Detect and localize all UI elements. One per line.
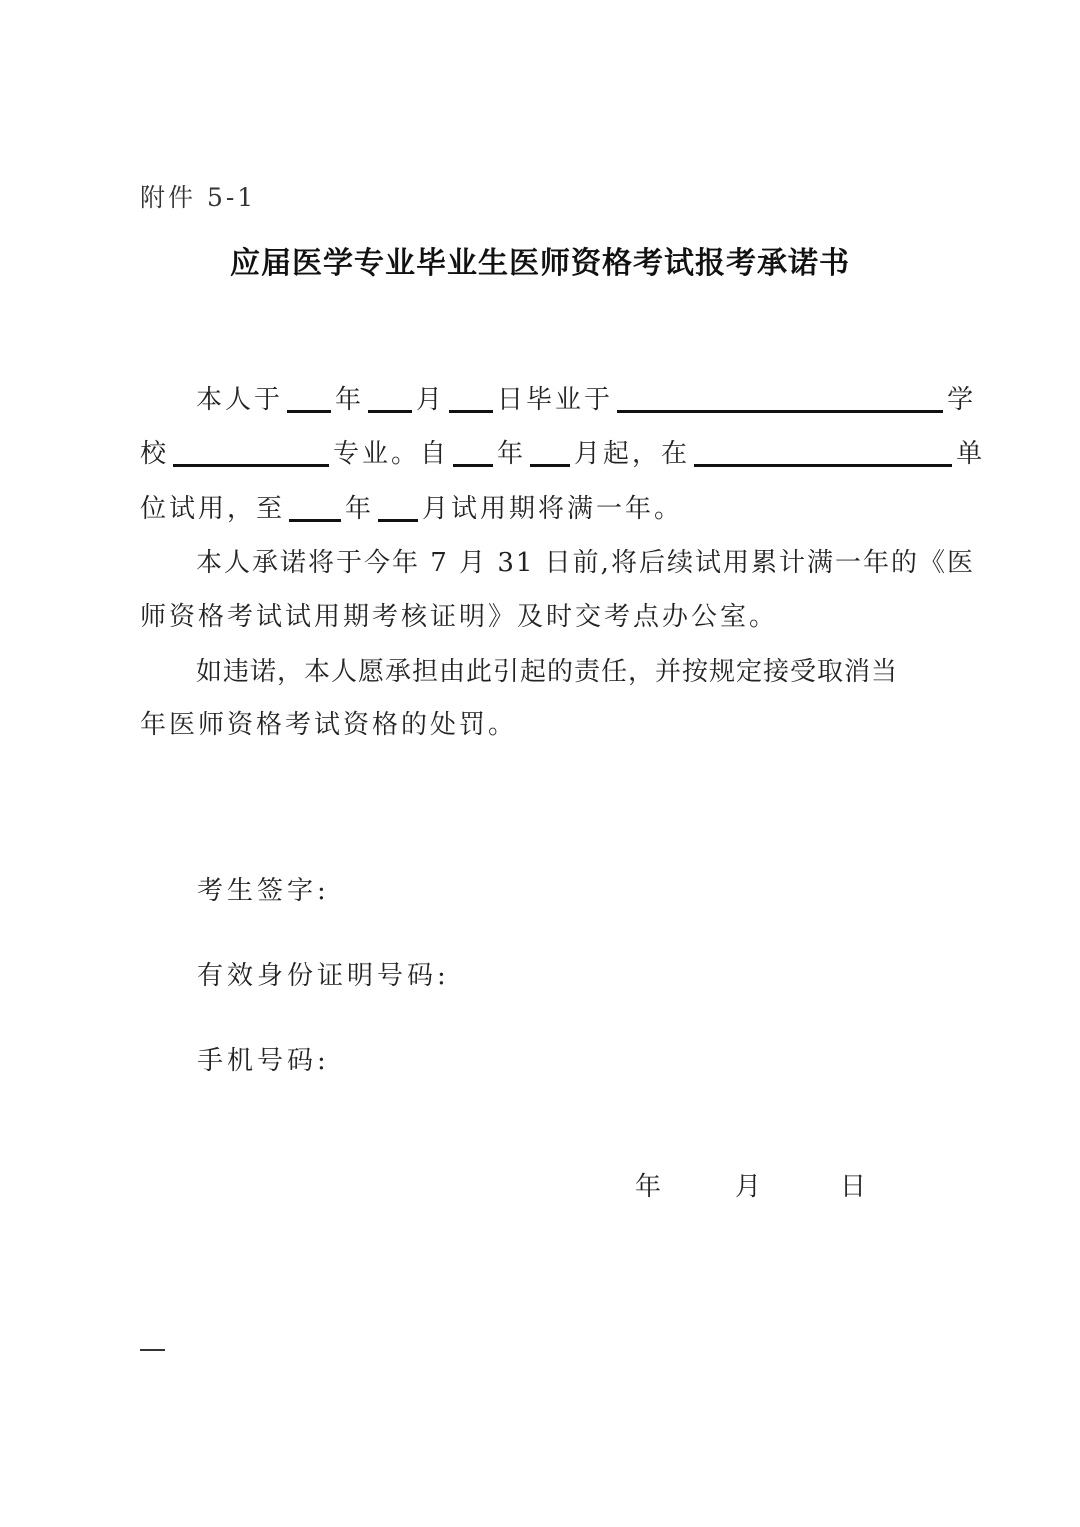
text-unit-trial-until: 位试用，至 [140, 494, 286, 524]
trial-start-year-blank[interactable] [453, 440, 493, 467]
paragraph-1-line-3 [140, 492, 683, 526]
document-title: 应届医学专业毕业生医师资格考试报考承诺书 [230, 246, 850, 281]
candidate-signature-label: 考生签字: [197, 876, 330, 906]
school-name-blank[interactable] [617, 386, 943, 413]
text-school-part2: 校 [140, 439, 170, 469]
attachment-label: 附件 5-1 [140, 183, 257, 212]
text-month-from-at: 月起，在 [574, 439, 691, 469]
trial-end-month-blank[interactable] [378, 495, 418, 522]
date-month-label: 月 [735, 1172, 762, 1202]
text-unit-part1: 单 [956, 439, 986, 469]
text-major-from: 专业。自 [333, 439, 450, 469]
trial-end-year-blank[interactable] [289, 495, 341, 522]
id-number-label: 有效身份证明号码: [197, 961, 450, 991]
text-year: 年 [345, 494, 375, 524]
trial-unit-blank[interactable] [694, 440, 952, 467]
text-graduated-on: 本人于 [196, 385, 284, 415]
paragraph-2-line-2: 师资格考试试用期考核证明》及时交考点办公室。 [140, 602, 779, 632]
phone-number-label: 手机号码: [197, 1046, 330, 1076]
text-school-part1: 学 [947, 385, 977, 415]
trial-start-month-blank[interactable] [530, 440, 570, 467]
text-trial-period-ends: 月试用期将满一年。 [422, 494, 684, 524]
graduation-day-blank[interactable] [449, 386, 493, 413]
paragraph-1-line-1 [140, 383, 977, 417]
text-day-graduated-from: 日毕业于 [497, 385, 614, 415]
paragraph-3-line-2: 年医师资格考试资格的处罚。 [140, 710, 518, 740]
date-day-label: 日 [840, 1172, 867, 1202]
paragraph-2-line-1: 本人承诺将于今年 7 月 31 日前,将后续试用累计满一年的《医 [196, 548, 975, 578]
paragraph-3-line-1: 如违诺，本人愿承担由此引起的责任，并按规定接受取消当 [196, 657, 899, 687]
paragraph-1-line-2 [140, 437, 986, 471]
footer-page-mark [140, 1349, 165, 1351]
graduation-year-blank[interactable] [287, 386, 331, 413]
text-year: 年 [497, 439, 527, 469]
graduation-month-blank[interactable] [368, 386, 412, 413]
date-year-label: 年 [635, 1172, 662, 1202]
text-year: 年 [335, 385, 365, 415]
text-month: 月 [416, 385, 446, 415]
major-blank[interactable] [173, 440, 329, 467]
